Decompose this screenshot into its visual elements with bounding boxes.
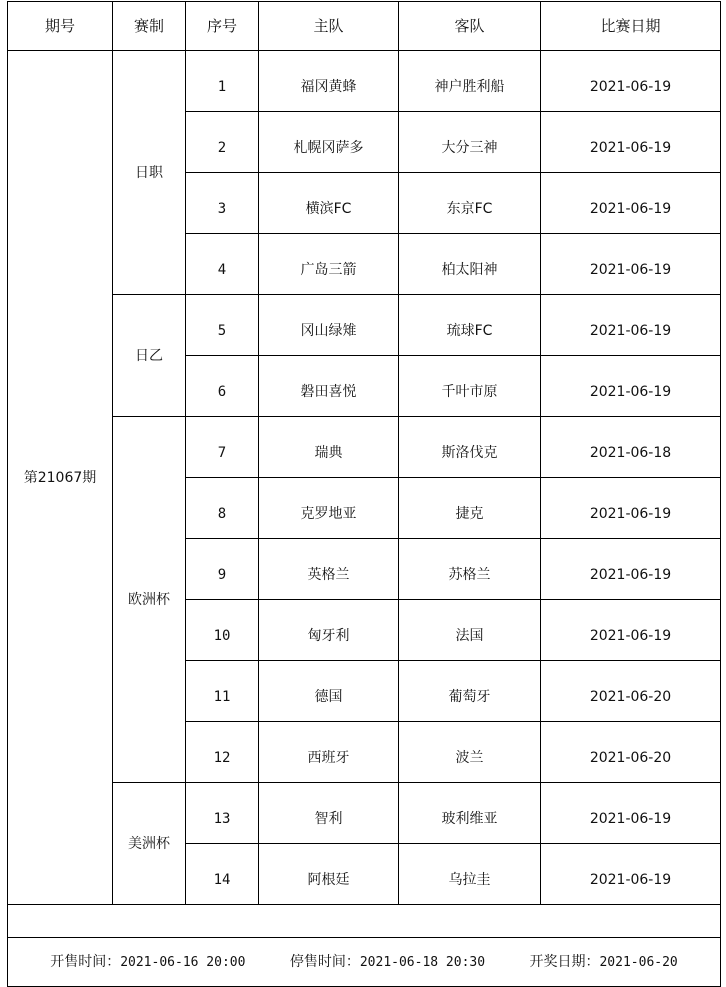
header-competition: 赛制	[113, 2, 186, 51]
header-home-team: 主队	[259, 2, 399, 51]
match-date: 2021-06-19	[541, 478, 721, 539]
home-team: 西班牙	[259, 722, 399, 783]
competition-cell: 美洲杯	[113, 783, 186, 905]
sale-end-info	[290, 955, 485, 969]
competition-cell: 日职	[113, 51, 186, 295]
match-date: 2021-06-19	[541, 539, 721, 600]
match-index: 8	[186, 478, 259, 539]
match-index: 11	[186, 661, 259, 722]
header-index: 序号	[186, 2, 259, 51]
sale-end-value: 2021-06-18 20:30	[359, 955, 486, 970]
header-match-date: 比赛日期	[541, 2, 721, 51]
sale-start-label: 开售时间：	[50, 954, 121, 970]
match-index: 14	[186, 844, 259, 905]
match-row	[8, 51, 721, 112]
match-index: 10	[186, 600, 259, 661]
footer-row	[8, 938, 721, 987]
schedule-body	[8, 51, 721, 905]
match-row	[8, 295, 721, 356]
home-team: 德国	[259, 661, 399, 722]
away-team: 大分三神	[399, 112, 541, 173]
match-date: 2021-06-19	[541, 112, 721, 173]
match-date: 2021-06-19	[541, 234, 721, 295]
home-team: 广岛三箭	[259, 234, 399, 295]
match-date: 2021-06-19	[541, 356, 721, 417]
home-team: 横滨FC	[259, 173, 399, 234]
header-period: 期号	[8, 2, 113, 51]
match-date: 2021-06-19	[541, 173, 721, 234]
away-team: 玻利维亚	[399, 783, 541, 844]
away-team: 葡萄牙	[399, 661, 541, 722]
home-team: 札幌冈萨多	[259, 112, 399, 173]
match-date: 2021-06-19	[541, 295, 721, 356]
away-team: 斯洛伐克	[399, 417, 541, 478]
match-index: 1	[186, 51, 259, 112]
match-index: 2	[186, 112, 259, 173]
match-index: 3	[186, 173, 259, 234]
match-index: 7	[186, 417, 259, 478]
home-team: 英格兰	[259, 539, 399, 600]
match-index: 5	[186, 295, 259, 356]
match-date: 2021-06-19	[541, 844, 721, 905]
home-team: 匈牙利	[259, 600, 399, 661]
home-team: 磐田喜悦	[259, 356, 399, 417]
match-row	[8, 417, 721, 478]
away-team: 波兰	[399, 722, 541, 783]
draw-date-value: 2021-06-20	[599, 955, 678, 970]
draw-date-label: 开奖日期：	[529, 954, 600, 970]
competition-cell: 日乙	[113, 295, 186, 417]
home-team: 阿根廷	[259, 844, 399, 905]
match-date: 2021-06-19	[541, 783, 721, 844]
match-date: 2021-06-19	[541, 600, 721, 661]
away-team: 法国	[399, 600, 541, 661]
competition-cell: 欧洲杯	[113, 417, 186, 783]
home-team: 冈山绿雉	[259, 295, 399, 356]
away-team: 乌拉圭	[399, 844, 541, 905]
match-index: 4	[186, 234, 259, 295]
match-row	[8, 783, 721, 844]
match-index: 9	[186, 539, 259, 600]
match-schedule-table	[7, 1, 721, 987]
match-date: 2021-06-19	[541, 51, 721, 112]
sale-end-label: 停售时间：	[289, 954, 360, 970]
footer-cell	[8, 938, 721, 987]
match-date: 2021-06-18	[541, 417, 721, 478]
home-team: 福冈黄蜂	[259, 51, 399, 112]
sale-start-info	[50, 955, 245, 969]
away-team: 千叶市原	[399, 356, 541, 417]
home-team: 克罗地亚	[259, 478, 399, 539]
home-team: 智利	[259, 783, 399, 844]
blank-row	[8, 905, 721, 938]
match-index: 13	[186, 783, 259, 844]
match-date: 2021-06-20	[541, 722, 721, 783]
match-index: 12	[186, 722, 259, 783]
match-index: 6	[186, 356, 259, 417]
home-team: 瑞典	[259, 417, 399, 478]
period-cell: 第21067期	[8, 51, 113, 905]
header-row	[8, 2, 721, 51]
away-team: 捷克	[399, 478, 541, 539]
draw-date-info	[529, 955, 677, 969]
header-away-team: 客队	[399, 2, 541, 51]
away-team: 神户胜利船	[399, 51, 541, 112]
match-date: 2021-06-20	[541, 661, 721, 722]
away-team: 东京FC	[399, 173, 541, 234]
away-team: 柏太阳神	[399, 234, 541, 295]
away-team: 苏格兰	[399, 539, 541, 600]
blank-cell	[8, 905, 721, 938]
sale-start-value: 2021-06-16 20:00	[120, 955, 246, 970]
away-team: 琉球FC	[399, 295, 541, 356]
